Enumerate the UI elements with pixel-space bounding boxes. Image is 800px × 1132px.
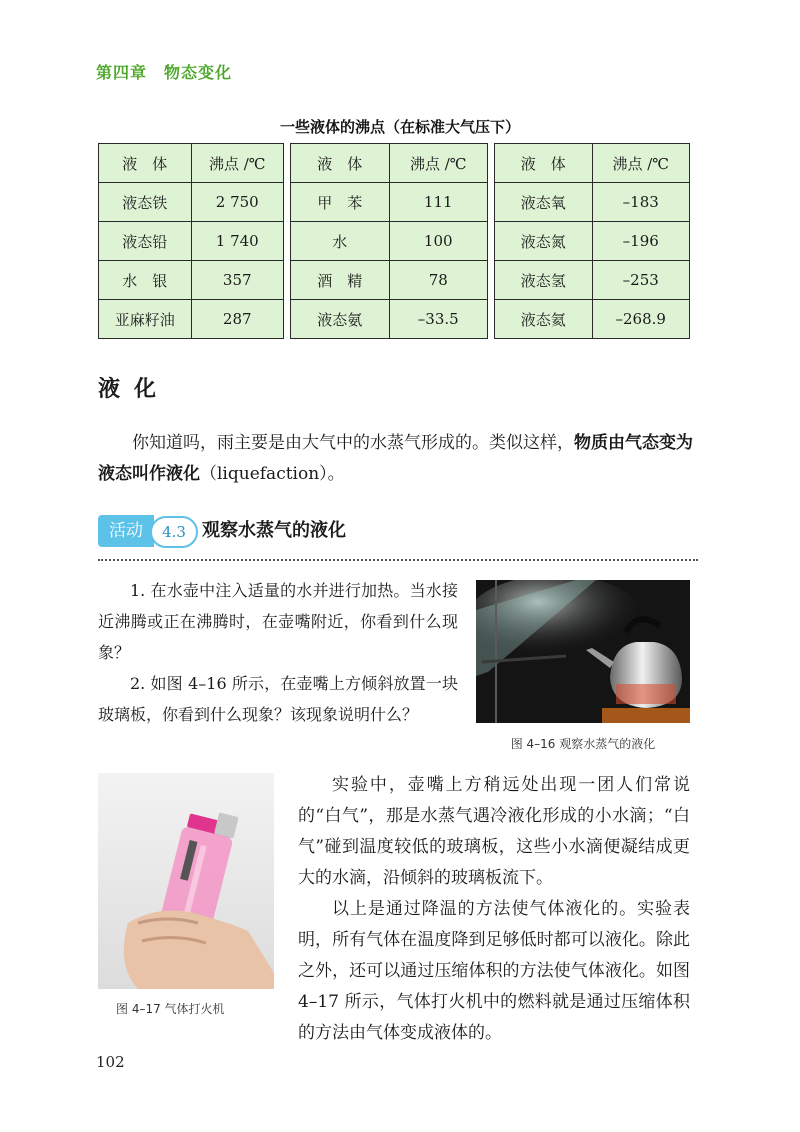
kettle-illustration: [476, 580, 690, 723]
liquid-cell: 液态氦: [495, 300, 593, 339]
bp-cell: 357: [191, 261, 284, 300]
explanation-paragraph-2: 以上是通过降温的方法使气体液化的。实验表明，所有气体在温度降到足够低时都可以液化。除此之外，还可以通过压缩体积的方法使气体液化。如图 4–17 所示，气体打火机中的燃料就是通过压缩体积的方法由气体变成液体的。: [298, 899, 690, 1043]
bp-cell: 287: [191, 300, 284, 339]
liquid-cell: 液态铁: [99, 183, 192, 222]
gas-lighter-photo: [98, 773, 274, 989]
liquid-cell: 酒 精: [291, 261, 390, 300]
table-row: [99, 300, 284, 339]
liquid-cell: 水: [291, 222, 390, 261]
bp-cell: –183: [592, 183, 690, 222]
bp-cell: –196: [592, 222, 690, 261]
figure-17-caption: 图 4–17 气体打火机: [116, 1002, 225, 1016]
activity-bar: [98, 515, 698, 547]
col-liquid-header: 液 体: [495, 144, 593, 183]
table-block-3: [494, 143, 690, 339]
activity-tag: 活动: [98, 515, 154, 547]
col-bp-header: 沸点 /℃: [191, 144, 284, 183]
liquid-cell: 亚麻籽油: [99, 300, 192, 339]
activity-step-1: 1. 在水壶中注入适量的水并进行加热。当水接近沸腾或正在沸腾时，在壶嘴附近，你看到什么现象？: [98, 581, 458, 662]
table-block-2: [290, 143, 488, 339]
activity-steps: [98, 575, 458, 730]
liquid-cell: 液态氮: [495, 222, 593, 261]
table-row: [291, 300, 488, 339]
liquefaction-definition: 物质由气态变为液态叫作液化: [98, 433, 693, 484]
bp-cell: 78: [389, 261, 488, 300]
activity-divider: [98, 559, 698, 561]
table-row: [495, 300, 690, 339]
liquid-cell: 水 银: [99, 261, 192, 300]
table-title: 一些液体的沸点（在标准大气压下）: [279, 118, 520, 136]
col-liquid-header: 液 体: [291, 144, 390, 183]
table-row: [99, 261, 284, 300]
chapter-header: 第四章 物态变化: [96, 63, 233, 82]
explanation-paragraph-1: 实验中，壶嘴上方稍远处出现一团人们常说的“白气”，那是水蒸气遇冷液化形成的小水滴；“白气”碰到温度较低的玻璃板，这些小水滴便凝结成更大的水滴，沿倾斜的玻璃板流下。: [298, 775, 690, 888]
table-row: [291, 183, 488, 222]
bp-cell: –253: [592, 261, 690, 300]
intro-paragraph: [98, 428, 698, 490]
activity-step-2: 2. 如图 4–16 所示，在壶嘴上方倾斜放置一块玻璃板，你看到什么现象？该现象说明什么？: [98, 674, 458, 724]
activity-title: 观察水蒸气的液化: [202, 520, 346, 541]
liquid-cell: 甲 苯: [291, 183, 390, 222]
boiling-point-table: [98, 143, 690, 335]
table-row: [495, 183, 690, 222]
liquid-cell: 液态氢: [495, 261, 593, 300]
activity-number: 4.3: [150, 516, 198, 548]
bp-cell: –268.9: [592, 300, 690, 339]
section-heading: 液化: [98, 377, 171, 402]
table-row: [291, 222, 488, 261]
liquid-cell: 液态氧: [495, 183, 593, 222]
table-row: [99, 183, 284, 222]
table-row: [495, 261, 690, 300]
liquid-cell: 液态氨: [291, 300, 390, 339]
col-liquid-header: 液 体: [99, 144, 192, 183]
page-number: 102: [96, 1053, 125, 1071]
intro-text: 你知道吗，雨主要是由大气中的水蒸气形成的。类似这样，: [132, 433, 574, 453]
intro-english-term: （liquefaction）。: [200, 464, 345, 484]
lighter-illustration: [98, 773, 274, 989]
table-row: [99, 222, 284, 261]
kettle-steam-photo: [476, 580, 690, 723]
bp-cell: 2 750: [191, 183, 284, 222]
bp-cell: 100: [389, 222, 488, 261]
col-bp-header: 沸点 /℃: [389, 144, 488, 183]
table-block-1: [98, 143, 284, 339]
bp-cell: –33.5: [389, 300, 488, 339]
col-bp-header: 沸点 /℃: [592, 144, 690, 183]
figure-16-caption: 图 4–16 观察水蒸气的液化: [510, 737, 656, 751]
bp-cell: 111: [389, 183, 488, 222]
table-row: [495, 222, 690, 261]
liquid-cell: 液态铅: [99, 222, 192, 261]
bp-cell: 1 740: [191, 222, 284, 261]
explanation-text: [298, 770, 690, 1049]
table-row: [291, 261, 488, 300]
